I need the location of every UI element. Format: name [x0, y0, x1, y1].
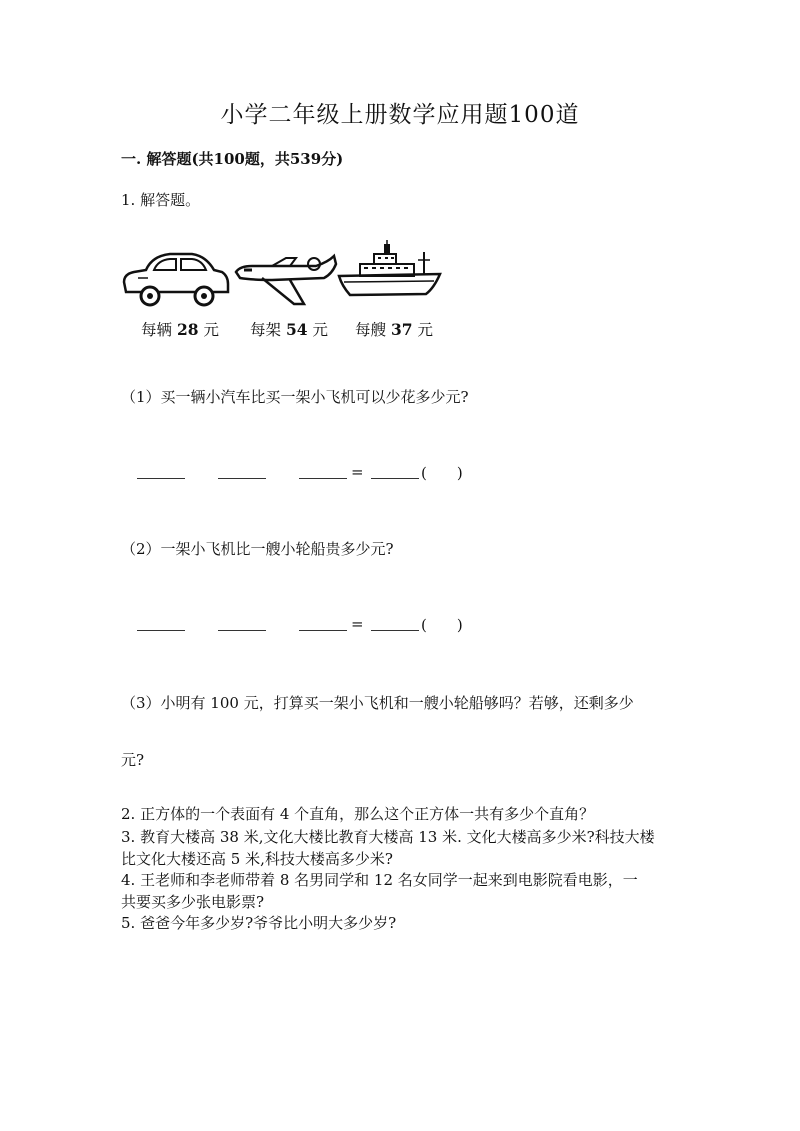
page-title: 小学二年级上册数学应用题100道 — [220, 102, 580, 128]
car-price — [141, 318, 219, 340]
sub-question-2: （2）一架小飞机比一艘小轮船贵多少元? — [121, 540, 394, 558]
answer-blank[interactable] — [137, 630, 185, 631]
answer-blank[interactable] — [137, 478, 185, 479]
unit-parentheses[interactable]: ( ) — [421, 464, 463, 482]
answer-blank[interactable] — [218, 630, 266, 631]
answer-blank[interactable] — [218, 478, 266, 479]
question-2: 2. 正方体的一个表面有 4 个直角，那么这个正方体一共有多少个直角？ — [121, 805, 595, 823]
plane-price-prefix: 每架 — [250, 321, 282, 339]
ship-price-unit: 元 — [417, 321, 433, 339]
car-icon — [118, 248, 233, 310]
equals-sign: = — [351, 463, 364, 481]
sub-question-1: （1）买一辆小汽车比买一架小飞机可以少花多少元? — [121, 388, 469, 406]
answer-blank[interactable] — [299, 478, 347, 479]
ship-price-prefix: 每艘 — [355, 321, 387, 339]
equals-sign: = — [351, 615, 364, 633]
ship-price-amount: 37 — [390, 320, 413, 339]
question-4-line-2: 共要买多少张电影票? — [121, 893, 265, 911]
answer-blank[interactable] — [371, 630, 419, 631]
answer-blank[interactable] — [371, 478, 419, 479]
unit-parentheses[interactable]: ( ) — [421, 616, 463, 634]
car-price-unit: 元 — [203, 321, 219, 339]
question-5: 5. 爸爸今年多少岁?爷爷比小明大多少岁? — [121, 914, 397, 932]
section-heading: 一. 解答题(共100题，共539分) — [121, 150, 344, 168]
sub-question-3-line-2: 元? — [121, 751, 145, 769]
plane-icon — [232, 252, 340, 310]
question-3-line-1: 3. 教育大楼高 38 米,文化大楼比教育大楼高 13 米. 文化大楼高多少米?科技大楼 — [121, 828, 655, 846]
sub-question-3-line-1: （3）小明有 100 元，打算买一架小飞机和一艘小轮船够吗？若够，还剩多少 — [121, 694, 634, 712]
question-1-heading: 1. 解答题。 — [121, 191, 201, 209]
answer-blank[interactable] — [299, 630, 347, 631]
car-price-amount: 28 — [176, 320, 199, 339]
ship-price — [355, 318, 433, 340]
car-price-prefix: 每辆 — [141, 321, 173, 339]
plane-price-unit: 元 — [312, 321, 328, 339]
ship-icon — [336, 240, 446, 300]
plane-price-amount: 54 — [285, 320, 308, 339]
question-4-line-1: 4. 王老师和李老师带着 8 名男同学和 12 名女同学一起来到电影院看电影，一 — [121, 871, 638, 889]
plane-price — [250, 318, 328, 340]
question-3-line-2: 比文化大楼还高 5 米,科技大楼高多少米? — [121, 850, 393, 868]
